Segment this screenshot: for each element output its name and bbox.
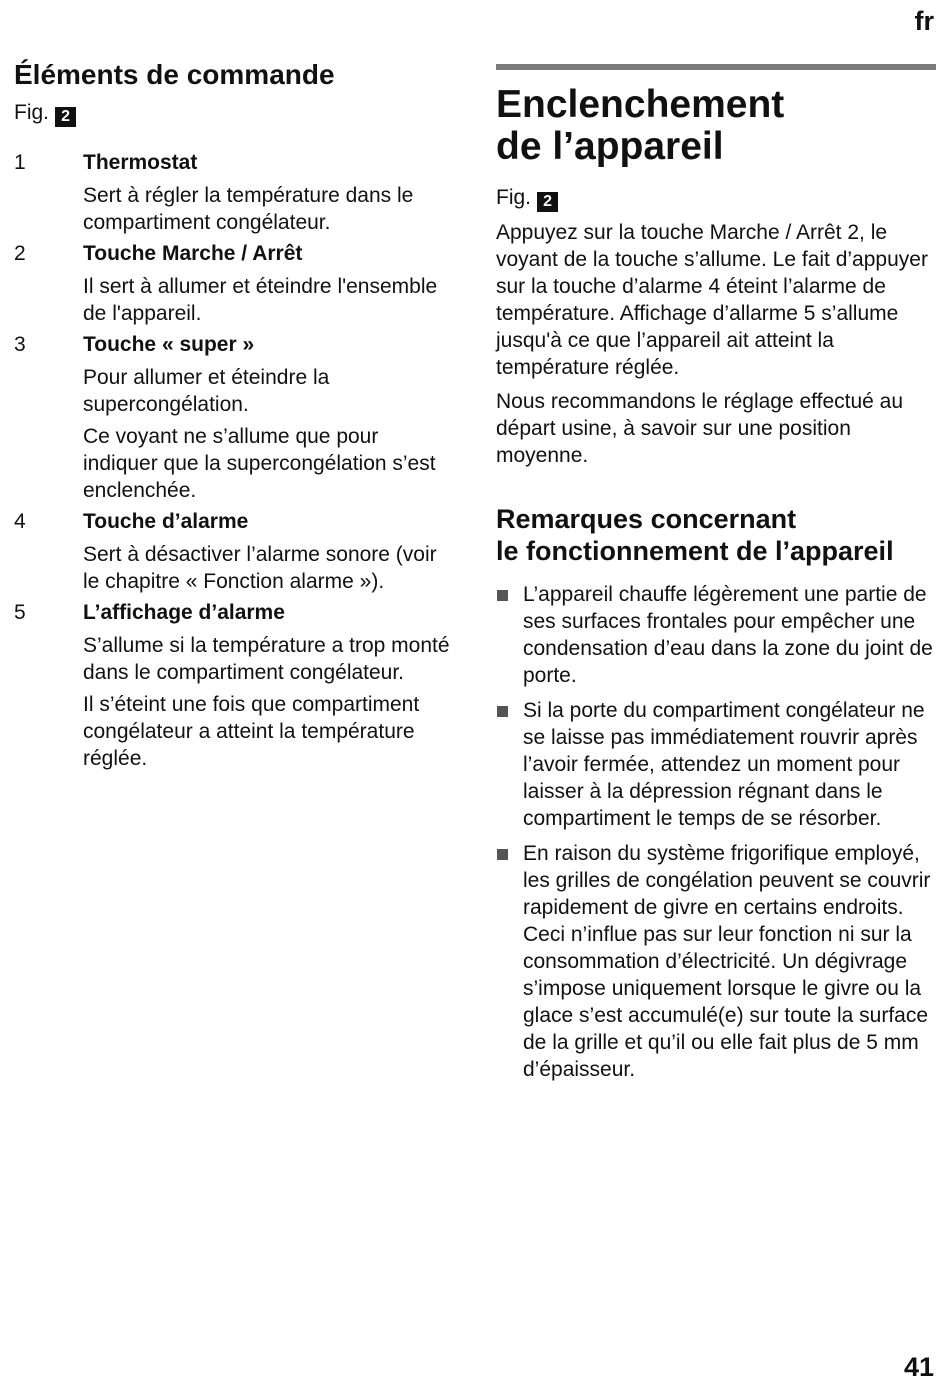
control-item-head	[14, 149, 454, 177]
item-description: Sert à désactiver l’alarme sonore (voir le chapitre « Fonction alarme »).	[83, 543, 437, 593]
square-bullet-icon	[496, 581, 523, 689]
remarks-list	[496, 581, 936, 1083]
control-item-head	[14, 331, 454, 359]
title-line: de l’appareil	[496, 125, 724, 168]
language-tag: fr	[914, 6, 934, 36]
subtitle-line: Remarques concernant	[496, 504, 797, 534]
list-item-text: L’appareil chauffe légèrement une partie de ses surfaces frontales pour empêcher une condensation d’eau dans la zone du joint de porte.	[523, 583, 933, 687]
figure-reference	[496, 184, 936, 212]
item-title: Thermostat	[83, 151, 198, 174]
item-description: Ce voyant ne s’allume que pour indiquer que la supercongélation s’est enclenchée.	[83, 425, 436, 502]
list-item	[496, 697, 936, 832]
item-number: 4	[14, 510, 26, 533]
page-number: 41	[903, 1352, 934, 1382]
subtitle-line: le fonctionnement de l’appareil	[496, 536, 894, 566]
square-bullet-icon	[496, 840, 523, 1083]
section-title-controls: Éléments de commande	[14, 59, 335, 90]
control-item-head	[14, 240, 454, 268]
body-paragraph: Appuyez sur la touche Marche / Arrêt 2, le voyant de la touche s’allume. Le fait d’appuyer sur la touche d’alarme 4 éteint l’alarme de température. Affichage d’allarme 5 s’allume jusqu'à ce que l’appareil ait atteint la température réglée.	[496, 221, 928, 379]
item-number: 3	[14, 333, 26, 356]
item-description: Pour allumer et éteindre la supercongélation.	[83, 366, 330, 416]
item-title: Touche d’alarme	[83, 510, 249, 533]
item-description: Il s’éteint une fois que compartiment congélateur a atteint la température réglée.	[83, 693, 420, 770]
item-title: Touche Marche / Arrêt	[83, 242, 303, 265]
square-bullet-icon	[496, 697, 523, 832]
control-list	[14, 149, 454, 772]
control-item-head	[14, 508, 454, 536]
title-line: Enclenchement	[496, 83, 785, 126]
list-item	[496, 581, 936, 689]
section-title-switch-on	[496, 84, 936, 168]
list-item	[496, 840, 936, 1083]
item-title: L’affichage d’alarme	[83, 601, 285, 624]
control-item-head	[14, 599, 454, 627]
subsection-title-remarks	[496, 503, 936, 567]
figure-label: Fig.	[14, 101, 50, 124]
figure-label: Fig.	[496, 186, 532, 209]
list-item-text: En raison du système frigorifique employé, les grilles de congélation peuvent se couvrir rapidement de givre en certains endroits. Ceci n’influe pas sur leur fonction ni sur la consommation d’électricité. Un dégivrage s’impose uniquement lorsque le givre ou la glace s’est accumulé(e) sur toute la surface de la grille et qu’il ou elle fait plus de 5 mm d’épaisseur.	[523, 842, 931, 1081]
body-paragraph: Nous recommandons le réglage effectué au départ usine, à savoir sur une position moyenne.	[496, 390, 904, 467]
item-title: Touche « super »	[83, 333, 255, 356]
item-description: Il sert à allumer et éteindre l'ensemble de l'appareil.	[83, 275, 438, 325]
figure-number-badge: 2	[537, 192, 558, 212]
item-number: 1	[14, 151, 26, 174]
right-column	[496, 64, 936, 1091]
section-divider	[496, 64, 936, 70]
item-number: 5	[14, 601, 26, 624]
figure-number-badge: 2	[55, 107, 76, 127]
list-item-text: Si la porte du compartiment congélateur ne se laisse pas immédiatement rouvrir après l’avoir fermée, attendez un moment pour laisser à la dépression régnant dans le compartiment le temps de se résorber.	[523, 699, 925, 830]
figure-reference	[14, 99, 454, 127]
item-number: 2	[14, 242, 26, 265]
item-description: S’allume si la température a trop monté dans le compartiment congélateur.	[83, 634, 450, 684]
item-description: Sert à régler la température dans le compartiment congélateur.	[83, 184, 414, 234]
left-column	[14, 58, 454, 775]
